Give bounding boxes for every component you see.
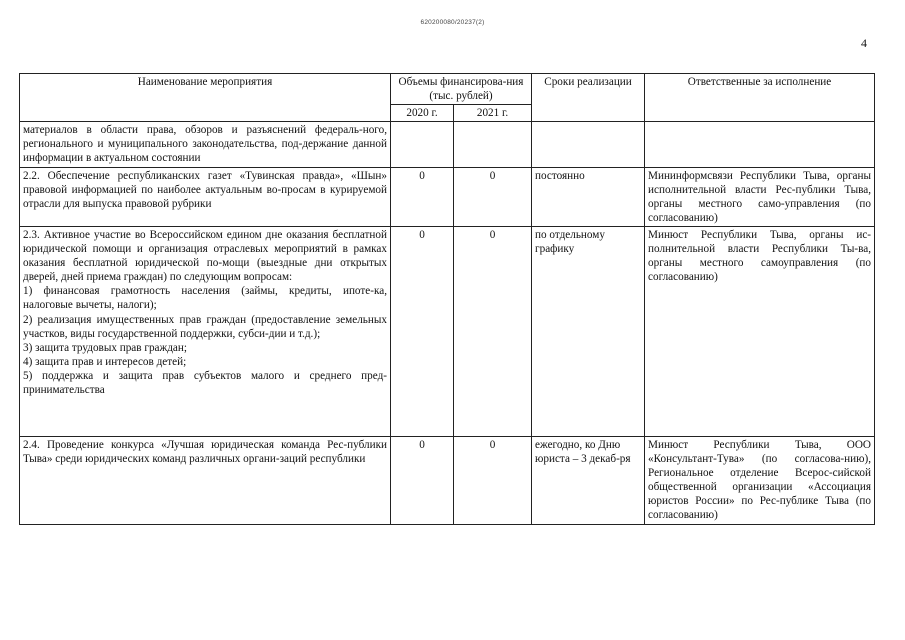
responsible-cell: Мининформсвязи Республики Тыва, органы исполнительной власти Рес-публики Тыва, органы местного само-управления (по согласованию) bbox=[645, 167, 875, 226]
header-name: Наименование мероприятия bbox=[20, 74, 391, 122]
event-name-cell: 2.4. Проведение конкурса «Лучшая юридическая команда Рес-публики Тыва» среди юридических команд различных органи-заций республики bbox=[20, 436, 391, 524]
terms-cell: ежегодно, ко Дню юриста – 3 декаб-ря bbox=[532, 436, 645, 524]
responsible-cell: Минюст Республики Тыва, ООО «Консультант-Тува» (по согласова-нию), Региональное отделение Всерос-сийской общественной организации «Ассоциация юристов России» по Рес-публике Тыва (по согласованию) bbox=[645, 436, 875, 524]
event-subitem: 3) защита трудовых прав граждан; bbox=[23, 341, 187, 354]
event-name-cell: 2.2. Обеспечение республиканских газет «Тувинская правда», «Шын» правовой информацией по наиболее актуальным во-просам в курируемой отрасли для выпуска правовой рубрики bbox=[20, 167, 391, 226]
funding-2021-cell bbox=[454, 122, 532, 167]
page-number: 4 bbox=[861, 36, 867, 50]
table-row bbox=[20, 122, 875, 167]
responsible-cell: Минюст Республики Тыва, органы ис-полнительной власти Республики Ты-ва, органы местного самоуправления (по согласованию) bbox=[645, 226, 875, 436]
funding-2020-cell: 0 bbox=[391, 436, 454, 524]
funding-2021-cell: 0 bbox=[454, 167, 532, 226]
terms-cell: по отдельному графику bbox=[532, 226, 645, 436]
header-funding: Объемы финансирова-ния (тыс. рублей) bbox=[391, 74, 532, 105]
terms-cell: постоянно bbox=[532, 167, 645, 226]
table-row bbox=[20, 226, 875, 436]
event-subitem: 5) поддержка и защита прав субъектов малого и среднего пред-принимательства bbox=[23, 369, 387, 396]
header-terms: Сроки реализации bbox=[532, 74, 645, 122]
table-row bbox=[20, 436, 875, 524]
event-subitem: 1) финансовая грамотность населения (займы, кредиты, ипоте-ка, налоговые вычеты, налоги); bbox=[23, 285, 387, 312]
event-intro: 2.3. Активное участие во Всероссийском едином дне оказания бесплатной юридической помощи и организация отраслевых мероприятий в рамках оказания бесплатной юридической по-мощи (выездные дни открытых дверей, дней приема граждан) по следующим вопросам: bbox=[23, 228, 387, 284]
header-responsible: Ответственные за исполнение bbox=[645, 74, 875, 122]
funding-2020-cell: 0 bbox=[391, 167, 454, 226]
funding-2020-cell bbox=[391, 122, 454, 167]
table-row bbox=[20, 167, 875, 226]
document-id: 620200080/20237(2) bbox=[420, 19, 485, 26]
event-subitem: 4) защита прав и интересов детей; bbox=[23, 355, 187, 368]
funding-2021-cell: 0 bbox=[454, 226, 532, 436]
funding-2020-cell: 0 bbox=[391, 226, 454, 436]
event-name-cell bbox=[20, 226, 391, 436]
table-header-row bbox=[20, 74, 875, 105]
header-year-2020: 2020 г. bbox=[391, 105, 454, 122]
terms-cell bbox=[532, 122, 645, 167]
responsible-cell bbox=[645, 122, 875, 167]
events-table bbox=[19, 73, 875, 525]
funding-2021-cell: 0 bbox=[454, 436, 532, 524]
header-year-2021: 2021 г. bbox=[454, 105, 532, 122]
event-subitem: 2) реализация имущественных прав граждан (предоставление земельных участков, виды государственной поддержки, субси-дии и т.д.); bbox=[23, 313, 387, 340]
event-name-cell: материалов в области права, обзоров и разъяснений федераль-ного, регионального и муниципального законодательства, под-держание данной информации в актуальном состоянии bbox=[20, 122, 391, 167]
